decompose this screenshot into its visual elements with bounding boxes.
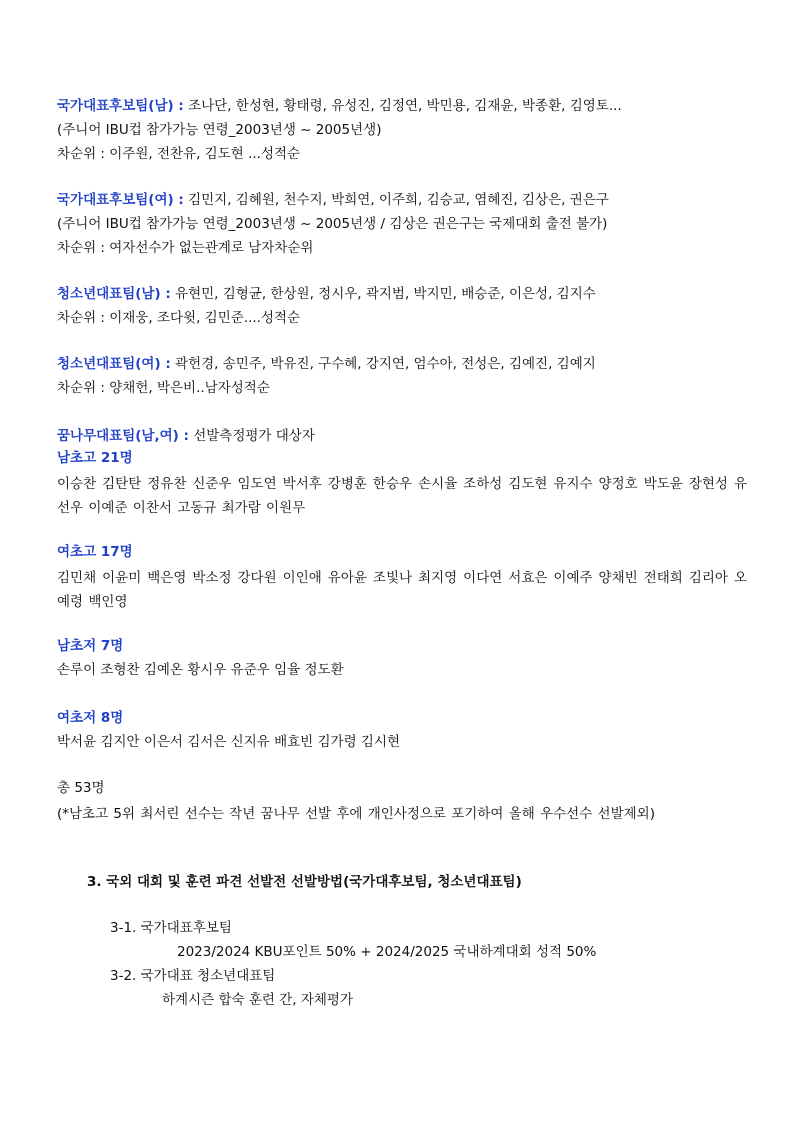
section-3-title: 3. 국외 대회 및 훈련 파견 선발전 선발방법(국가대후보팀, 청소년대표팀) bbox=[87, 874, 522, 890]
youth-men-title: 청소년대표팀(남) : bbox=[57, 286, 171, 302]
national-candidate-women-title: 국가대표후보팀(여) : bbox=[57, 192, 184, 208]
youth-women-members: 곽헌경, 송민주, 박유진, 구수혜, 강지연, 엄수아, 전성은, 김예진, 김예지 bbox=[175, 356, 596, 372]
boys-lower-title: 남초저 7명 bbox=[57, 638, 124, 654]
girls-lower-title: 여초저 8명 bbox=[57, 710, 124, 726]
youth-women-line bbox=[57, 354, 596, 374]
boys-lower-names: 손루이 조형찬 김예온 황시우 유준우 임율 정도환 bbox=[57, 662, 344, 678]
national-candidate-men-line bbox=[57, 96, 622, 116]
dream-tree-line bbox=[57, 426, 315, 446]
youth-men-alternates: 차순위 : 이재웅, 조다윗, 김민준....성적순 bbox=[57, 310, 301, 326]
national-candidate-men-note: (주니어 IBU컵 참가가능 연령_2003년생 ~ 2005년생) bbox=[57, 122, 382, 138]
section-3-2-text: 하계시즌 합숙 훈련 간, 자체평가 bbox=[162, 992, 353, 1008]
youth-men-line bbox=[57, 284, 596, 304]
youth-men-members: 유현민, 김형균, 한상원, 정시우, 곽지범, 박지민, 배승준, 이은성, 김지수 bbox=[175, 286, 596, 302]
national-candidate-women-note: (주니어 IBU컵 참가가능 연령_2003년생 ~ 2005년생 / 김상은 권은구는 국제대회 출전 불가) bbox=[57, 216, 608, 232]
total-count: 총 53명 bbox=[57, 780, 105, 796]
section-3-2-label: 3-2. 국가대표 청소년대표팀 bbox=[110, 968, 276, 984]
youth-women-title: 청소년대표팀(여) : bbox=[57, 356, 171, 372]
dream-tree-members: 선발측정평가 대상자 bbox=[193, 428, 315, 444]
total-note: (*남초고 5위 최서린 선수는 작년 꿈나무 선발 후에 개인사정으로 포기하여 올해 우수선수 선발제외) bbox=[57, 806, 655, 822]
dream-tree-title: 꿈나무대표팀(남,여) : bbox=[57, 428, 189, 444]
national-candidate-men-title: 국가대표후보팀(남) : bbox=[57, 98, 184, 114]
national-candidate-women-alternates: 차순위 : 여자선수가 없는관계로 남자차순위 bbox=[57, 240, 314, 256]
youth-women-alternates: 차순위 : 양채헌, 박은비..남자성적순 bbox=[57, 380, 270, 396]
boys-upper-title: 남초고 21명 bbox=[57, 450, 133, 466]
section-3-1-label: 3-1. 국가대표후보팀 bbox=[110, 920, 232, 936]
girls-upper-title: 여초고 17명 bbox=[57, 544, 133, 560]
national-candidate-women-members: 김민지, 김혜원, 천수지, 박희연, 이주희, 김승교, 염혜진, 김상은, 권은구 bbox=[188, 192, 609, 208]
girls-upper-names: 김민채 이윤미 백은영 박소정 강다원 이인애 유아윤 조빛나 최지영 이다연 서효은 이예주 양채빈 전태희 김리아 오예령 백인영 bbox=[57, 570, 747, 610]
national-candidate-men-members: 조나단, 한성현, 황태령, 유성진, 김정연, 박민용, 김재윤, 박종환, 김영토... bbox=[188, 98, 622, 114]
girls-lower-names: 박서윤 김지안 이은서 김서은 신지유 배효빈 김가령 김시현 bbox=[57, 734, 401, 750]
national-candidate-women-line bbox=[57, 190, 609, 210]
national-candidate-men-alternates: 차순위 : 이주원, 전찬유, 김도현 ...성적순 bbox=[57, 146, 301, 162]
section-3-1-text: 2023/2024 KBU포인트 50% + 2024/2025 국내하계대회 성적 50% bbox=[177, 944, 597, 960]
boys-upper-names: 이승찬 김탄탄 정유찬 신준우 임도연 박서후 강병훈 한승우 손시율 조하성 김도현 유지수 양정호 박도윤 장현성 유선우 이예준 이찬서 고동규 최가람 이원무 bbox=[57, 476, 747, 516]
